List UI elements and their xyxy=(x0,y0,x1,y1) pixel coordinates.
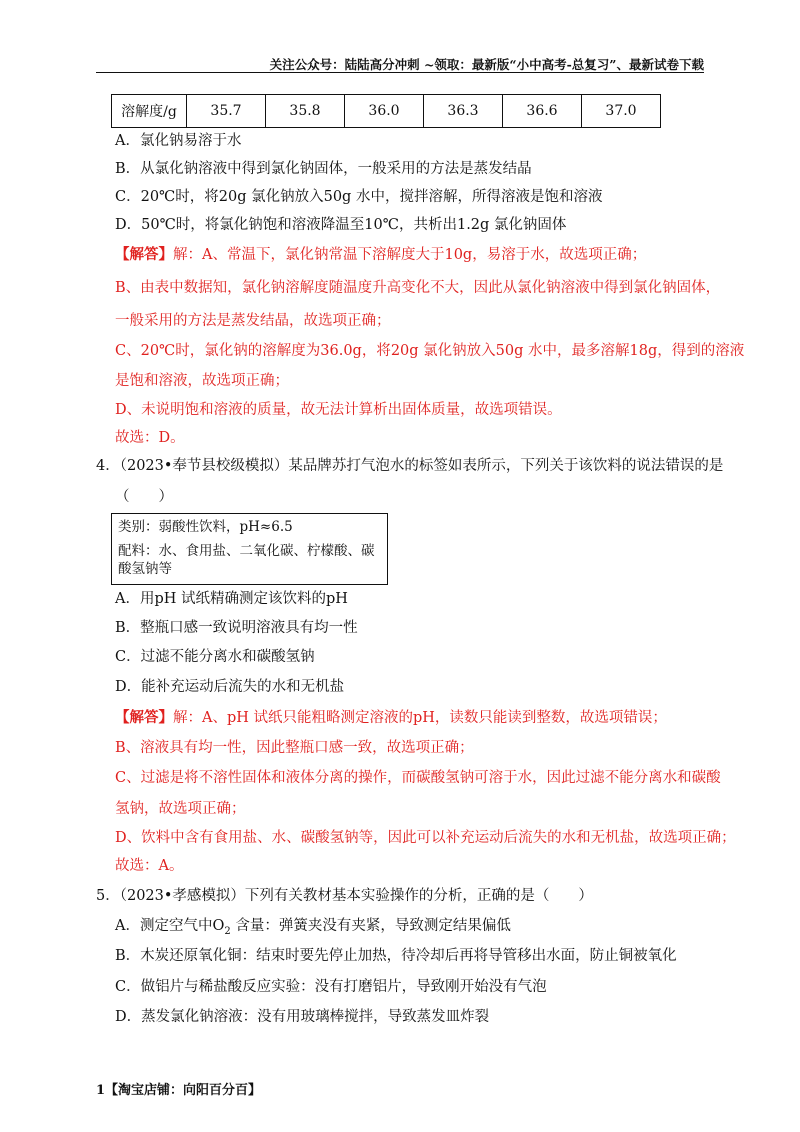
q4-answer-line xyxy=(115,708,667,728)
q3-answer-line: D、未说明饱和溶液的质量，故无法计算析出固体质量，故选项错误。 xyxy=(115,402,562,418)
table-cell: 36.3 xyxy=(424,95,503,128)
q4-stem-blank: （ ） xyxy=(115,489,173,505)
q4-option-c: C．过滤不能分离水和碳酸氢钠 xyxy=(115,649,315,665)
q4-answer-line: 氢钠，故选项正确； xyxy=(115,801,246,817)
table-cell: 35.7 xyxy=(187,95,266,128)
answer-text: 解：A、pH 试纸只能粗略测定溶液的pH，读数只能读到整数，故选项错误； xyxy=(173,710,667,726)
q4-option-d: D．能补充运动后流失的水和无机盐 xyxy=(115,679,345,695)
q5-option-a xyxy=(115,916,511,942)
table-row-label: 溶解度/g xyxy=(112,95,187,128)
drink-label-box xyxy=(111,513,388,585)
table-cell: 36.0 xyxy=(345,95,424,128)
q3-answer-line: B、由表中数据知，氯化钠溶解度随温度升高变化不大，因此从氯化钠溶液中得到氯化钠固体， xyxy=(115,280,721,296)
page-footer: 1【淘宝店铺：向阳百分百】 xyxy=(96,1083,262,1098)
header-text: 关注公众号：陆陆高分冲刺 ~领取：最新版“小中高考-总复习”、最新试卷下载 xyxy=(269,57,704,72)
q4-answer-line: 故选：A。 xyxy=(115,858,184,874)
q3-option-d: D．50℃时，将氯化钠饱和溶液降温至10℃，共析出1.2g 氯化钠固体 xyxy=(115,217,567,233)
q5-option-b: B．木炭还原氧化铜：结束时要先停止加热，待冷却后再将导管移出水面，防止铜被氧化 xyxy=(115,948,677,964)
answer-text: 解：A、常温下，氯化钠常温下溶解度大于10g，易溶于水，故选项正确； xyxy=(173,247,647,263)
q4-answer-line: D、饮料中含有食用盐、水、碳酸氢钠等，因此可以补充运动后流失的水和无机盐，故选项正确； xyxy=(115,830,736,846)
q4-answer-line: B、溶液具有均一性，因此整瓶口感一致，故选项正确； xyxy=(115,740,474,756)
answer-tag: 【解答】 xyxy=(115,246,173,263)
q4-answer-line: C、过滤是将不溶性固体和液体分离的操作，而碳酸氢钠可溶于水，因此过滤不能分离水和碳酸 xyxy=(115,770,721,786)
q5-option-a-text: A．测定空气中O xyxy=(115,918,225,934)
q4-option-a: A．用pH 试纸精确测定该饮料的pH xyxy=(115,591,348,607)
answer-tag: 【解答】 xyxy=(115,709,173,726)
q5-option-a-subscript: 2 xyxy=(224,925,231,937)
q5-option-c: C．做铝片与稀盐酸反应实验：没有打磨铝片，导致刚开始没有气泡 xyxy=(115,979,547,995)
label-category: 类别：弱酸性饮料，pH≈6.5 xyxy=(118,519,293,535)
solubility-table xyxy=(111,94,661,128)
q3-option-b: B．从氯化钠溶液中得到氯化钠固体，一般采用的方法是蒸发结晶 xyxy=(115,161,532,177)
q5-stem: 5．（2023•孝感模拟）下列有关教材基本实验操作的分析，正确的是（ ） xyxy=(96,888,593,904)
table-cell: 35.8 xyxy=(266,95,345,128)
q3-option-a: A．氯化钠易溶于水 xyxy=(115,133,242,149)
table-cell: 36.6 xyxy=(503,95,582,128)
q3-option-c: C．20℃时，将20g 氯化钠放入50g 水中，搅拌溶解，所得溶液是饱和溶液 xyxy=(115,189,603,205)
q3-answer-line: 故选：D。 xyxy=(115,430,185,446)
table-cell: 37.0 xyxy=(582,95,661,128)
q3-answer-line: 是饱和溶液，故选项正确； xyxy=(115,373,289,389)
q4-option-b: B．整瓶口感一致说明溶液具有均一性 xyxy=(115,620,358,636)
q3-answer-line xyxy=(115,245,646,265)
label-ingredients: 配料：水、食用盐、二氧化碳、柠檬酸、碳酸氢钠等 xyxy=(118,543,375,577)
q4-stem: 4．（2023•奉节县校级模拟）某品牌苏打气泡水的标签如表所示，下列关于该饮料的说法错误的是 xyxy=(96,458,724,474)
q5-option-d: D．蒸发氯化钠溶液：没有用玻璃棒搅拌，导致蒸发皿炸裂 xyxy=(115,1009,490,1025)
q3-answer-line: C、20℃时，氯化钠的溶解度为36.0g，将20g 氯化钠放入50g 水中，最多溶解18g，得到的溶液 xyxy=(115,343,745,359)
table-row xyxy=(112,95,661,128)
header-divider xyxy=(96,72,704,73)
q3-answer-line: 一般采用的方法是蒸发结晶，故选项正确； xyxy=(115,313,391,329)
q5-option-a-text-rest: 含量：弹簧夹没有夹紧，导致测定结果偏低 xyxy=(230,918,511,934)
